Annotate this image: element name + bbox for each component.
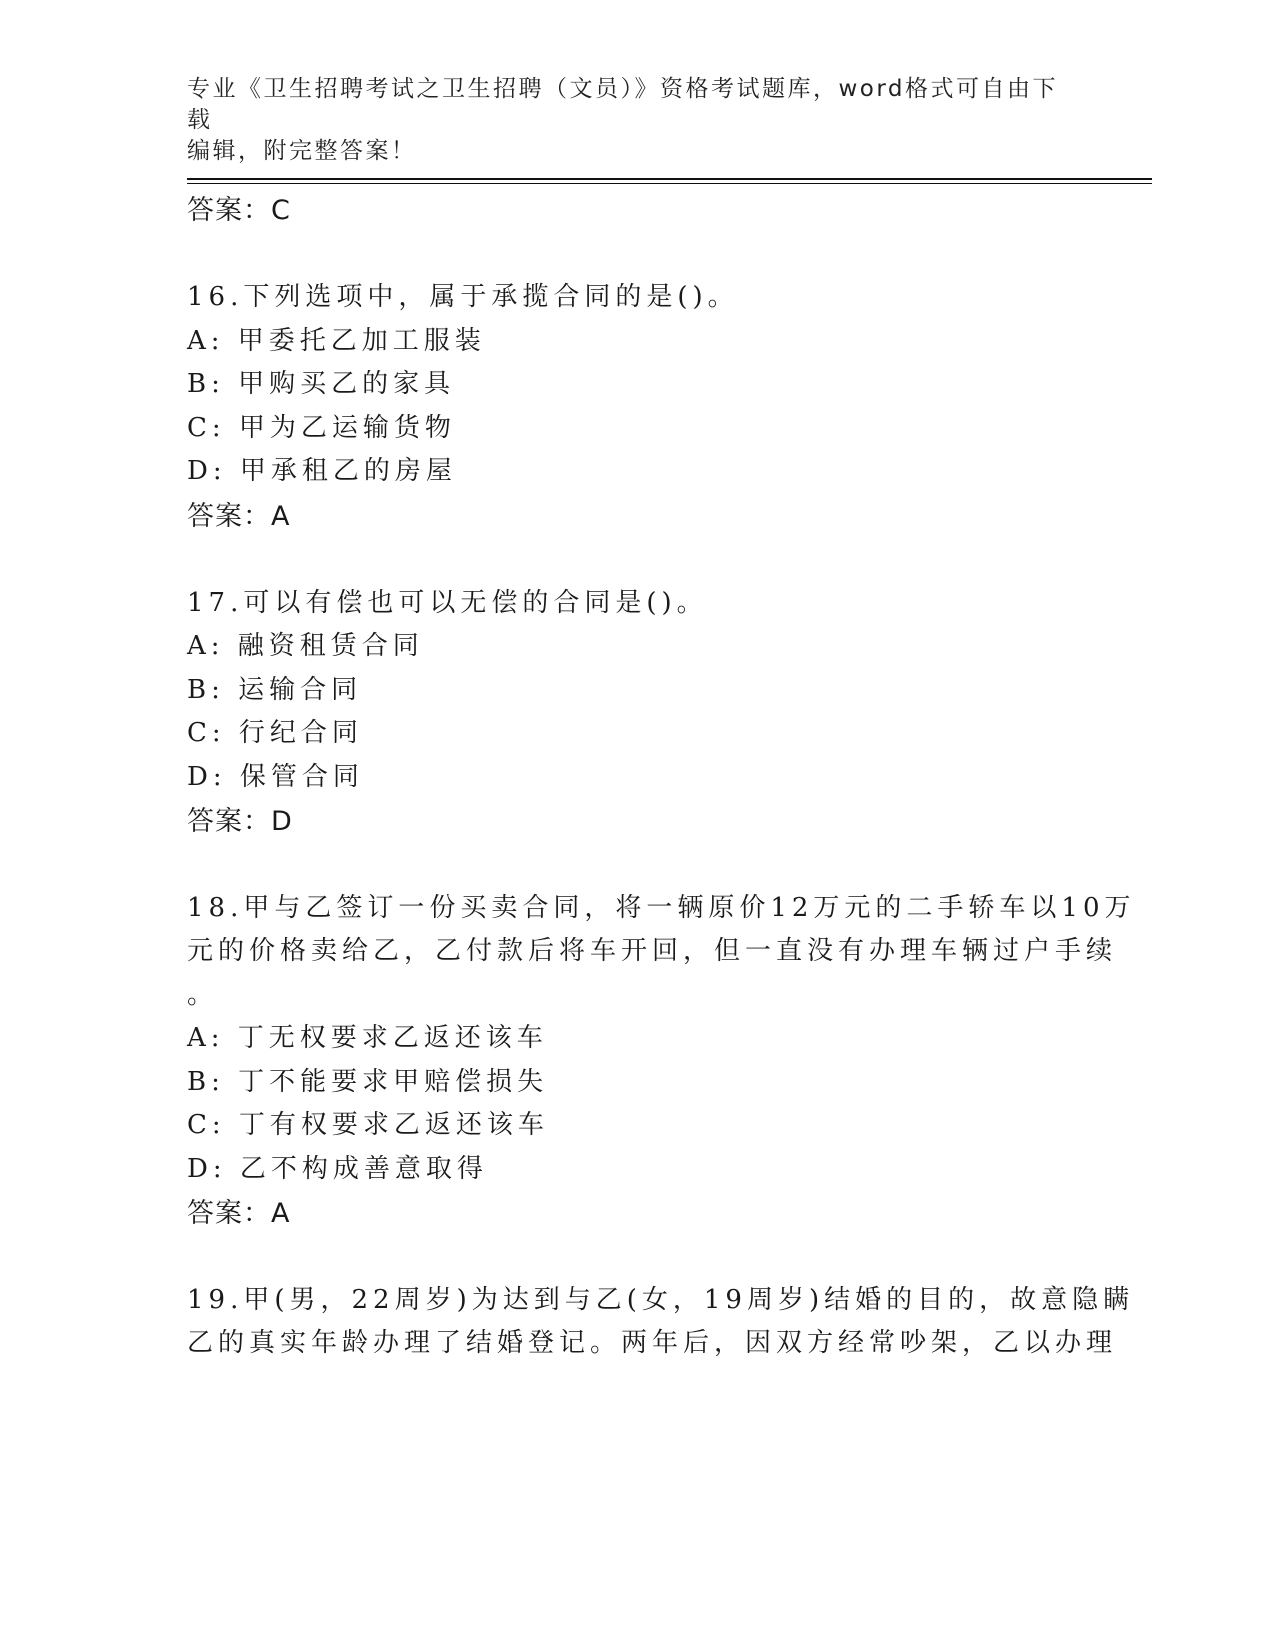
answer-15: 答案：C	[187, 195, 291, 226]
answer-16: 答案：A	[187, 501, 291, 532]
question-18-stem-line-1: 18.甲与乙签订一份买卖合同，将一辆原价12万元的二手轿车以10万	[187, 893, 1136, 923]
question-19-stem-line-1: 19.甲(男，22周岁)为达到与乙(女，19周岁)结婚的目的，故意隐瞒	[187, 1285, 1135, 1315]
question-16-option-a: A: 甲委托乙加工服装	[187, 326, 486, 356]
question-17-option-c: C: 行纪合同	[187, 718, 363, 748]
header-divider-thin	[187, 183, 1152, 184]
question-17-option-b: B: 运输合同	[187, 675, 363, 705]
question-18-option-a: A: 丁无权要求乙返还该车	[187, 1023, 548, 1053]
question-17-option-a: A: 融资租赁合同	[187, 631, 424, 661]
header-line-2: 编辑，附完整答案！	[187, 138, 417, 164]
question-18-option-d: D: 乙不构成善意取得	[187, 1154, 488, 1184]
question-18-option-c: C: 丁有权要求乙返还该车	[187, 1110, 549, 1140]
question-18-stem-line-3: 。	[187, 980, 219, 1010]
question-18-option-b: B: 丁不能要求甲赔偿损失	[187, 1067, 549, 1097]
answer-18: 答案：A	[187, 1198, 291, 1229]
header-line-1: 专业《卫生招聘考试之卫生招聘（文员）》资格考试题库，word格式可自由下载	[187, 76, 1059, 133]
question-17-stem: 17.可以有偿也可以无偿的合同是()。	[187, 588, 708, 618]
question-16-stem: 16.下列选项中，属于承揽合同的是()。	[187, 282, 739, 312]
answer-17: 答案：D	[187, 806, 293, 837]
question-18-stem-line-2: 元的价格卖给乙，乙付款后将车开回，但一直没有办理车辆过户手续	[187, 936, 1118, 966]
header-divider-thick	[187, 178, 1152, 180]
question-19-stem-line-2: 乙的真实年龄办理了结婚登记。两年后，因双方经常吵架，乙以办理	[187, 1328, 1118, 1358]
question-16-option-b: B: 甲购买乙的家具	[187, 369, 456, 399]
question-17-option-d: D: 保管合同	[187, 762, 364, 792]
question-16-option-c: C: 甲为乙运输货物	[187, 413, 456, 443]
document-header	[187, 74, 1067, 167]
question-16-option-d: D: 甲承租乙的房屋	[187, 456, 457, 486]
